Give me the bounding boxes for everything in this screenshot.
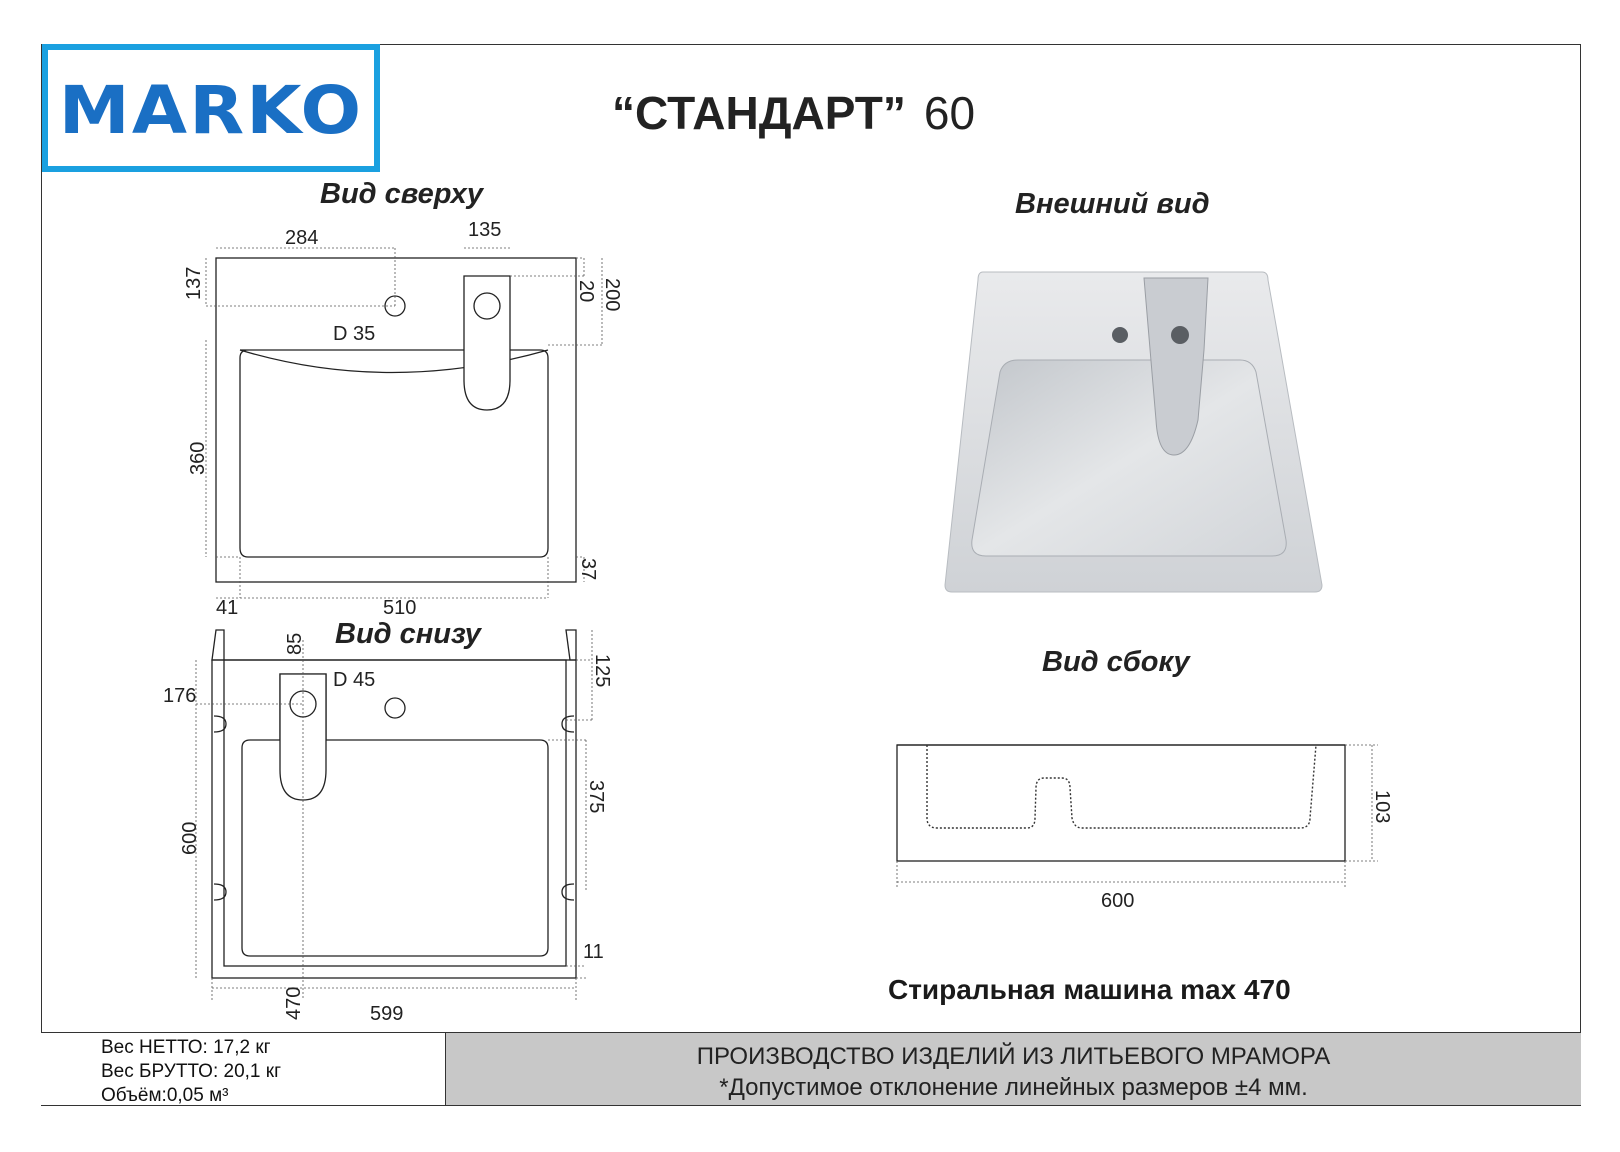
production-panel: [446, 1033, 1581, 1105]
dim-bot-11: 11: [583, 941, 604, 963]
bottom-view-drawing: [196, 630, 592, 1000]
dim-bot-125: 125: [591, 654, 613, 688]
volume: Объём:0,05 м³: [101, 1085, 229, 1106]
dim-bot-600: 600: [179, 821, 201, 855]
dim-top-510: 510: [383, 597, 417, 619]
dim-bot-d45: D 45: [333, 669, 376, 691]
bottom-view-heading: Вид снизу: [335, 618, 481, 650]
model-size: 60: [923, 87, 976, 139]
gross-weight: Вес БРУТТО: 20,1 кг: [101, 1061, 282, 1082]
dim-top-137: 137: [183, 266, 205, 300]
model-name: “СТАНДАРТ”: [612, 87, 906, 139]
net-weight: Вес НЕТТО: 17,2 кг: [101, 1037, 271, 1058]
production-text: ПРОИЗВОДСТВО ИЗДЕЛИЙ ИЗ ЛИТЬЕВОГО МРАМОРА: [696, 1043, 1331, 1070]
dim-bot-85: 85: [284, 632, 306, 655]
dim-top-360: 360: [187, 441, 209, 475]
side-view-drawing: [897, 745, 1378, 888]
side-view-heading: Вид сбоку: [1042, 646, 1190, 678]
logo-text: MARKO: [58, 72, 364, 149]
dim-top-200: 200: [601, 278, 623, 312]
specs-panel: [41, 1033, 446, 1105]
top-view-heading: Вид сверху: [320, 178, 483, 210]
dim-top-37: 37: [577, 558, 599, 581]
dim-side-103: 103: [1371, 790, 1393, 824]
tolerance-text: *Допустимое отклонение линейных размеров ±4 мм.: [719, 1074, 1308, 1101]
dim-top-284: 284: [285, 227, 319, 249]
washing-machine-note: Стиральная машина max 470: [888, 974, 1291, 1005]
top-view-drawing: [206, 248, 602, 598]
dim-top-41: 41: [216, 597, 239, 619]
dim-side-600: 600: [1101, 890, 1135, 912]
dim-top-20: 20: [575, 280, 597, 303]
dim-top-135: 135: [468, 219, 502, 241]
dim-bot-375: 375: [585, 780, 607, 814]
dim-bot-176: 176: [163, 685, 197, 707]
dim-bot-599: 599: [370, 1003, 404, 1025]
footer: [41, 1032, 1581, 1106]
exterior-view-heading: Внешний вид: [1015, 188, 1210, 220]
dim-bot-470: 470: [283, 986, 305, 1020]
exterior-view-picture: [945, 272, 1322, 592]
dim-top-d35: D 35: [333, 323, 376, 345]
